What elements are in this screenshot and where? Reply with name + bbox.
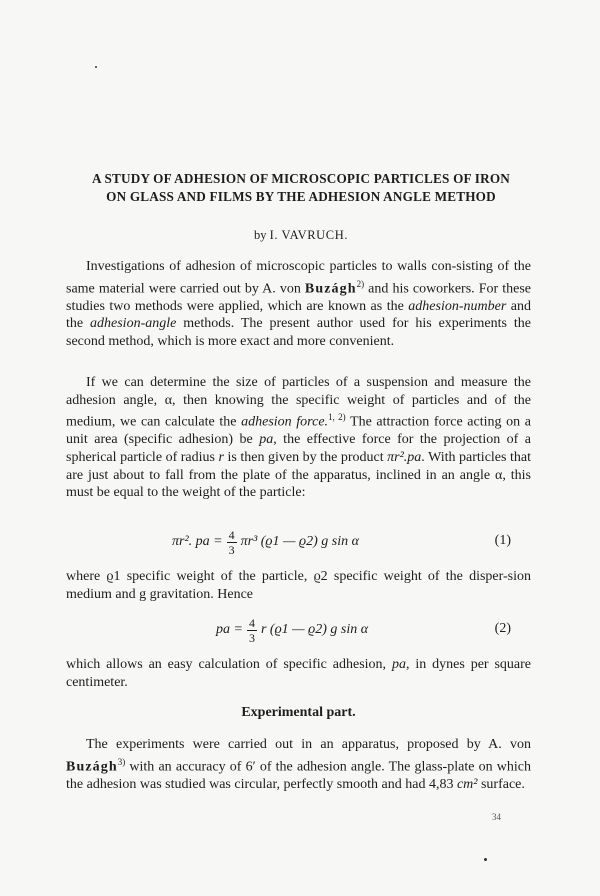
eq1-denominator: 3 xyxy=(228,542,235,557)
author-name: I. VAVRUCH. xyxy=(269,228,349,242)
p2-product: πr².pa xyxy=(387,450,422,466)
p5-text-b: with an accuracy of 6′ of the adhesion angle. The glass-plate on which the adhesion was studied was circular, perfectly smooth and had 4,83 xyxy=(66,759,531,792)
p5-author-ref: Buzágh xyxy=(66,759,118,775)
p5-unit: cm² xyxy=(456,776,478,792)
p1-emph-2: adhesion-angle xyxy=(90,316,177,332)
paper-title xyxy=(62,170,540,206)
page-number: 34 xyxy=(492,812,501,822)
p2-emph: adhesion force. xyxy=(241,414,329,430)
p2-text-e: . With particles that are just about to fall from the plate of the apparatus, inclined in an angle α, this must be equal to the weight of the particle: xyxy=(66,450,531,501)
author-line xyxy=(62,228,540,243)
p5-text-a: The experiments were carried out in an apparatus, proposed by A. von xyxy=(86,737,531,752)
p1-text-b: and his coworkers. For these studies two methods were applied, which are known as the xyxy=(66,281,531,314)
eq2-numerator: 4 xyxy=(248,615,255,630)
p1-text-d: methods. The present author used for his experiments the second method, which is more exact and more convenient. xyxy=(66,316,531,350)
eq1-fraction xyxy=(227,528,237,557)
p2-citation: 1, 2) xyxy=(328,412,346,423)
scan-speck xyxy=(95,66,97,68)
section-heading: Experimental part. xyxy=(241,705,356,720)
p2-text-c: , the effective force for the projection of a spherical particle of radius xyxy=(66,432,532,466)
p5-citation: 3) xyxy=(117,756,126,767)
paragraph-3 xyxy=(66,568,531,603)
p1-citation: 2) xyxy=(356,278,365,289)
p1-author-ref: Buzágh xyxy=(304,281,357,297)
author-prefix: by xyxy=(253,228,267,242)
paragraph-5 xyxy=(66,736,531,793)
eq2-number: (2) xyxy=(494,621,511,636)
p5-text-c: surface. xyxy=(477,776,525,792)
p3-text: where ϱ1 specific weight of the particle, ϱ2 specific weight of the disper-sion medium and g gravitation. Hence xyxy=(66,569,531,602)
eq1-rhs: πr³ (ϱ1 — ϱ2) g sin α xyxy=(240,534,359,549)
title-line-1: A STUDY OF ADHESION OF MICROSCOPIC PARTICLES OF IRON xyxy=(91,171,511,186)
eq2-rhs: r (ϱ1 — ϱ2) g sin α xyxy=(260,622,369,637)
eq2-denominator: 3 xyxy=(248,630,255,645)
eq1-lhs: πr². pa = xyxy=(172,534,223,549)
p2-text-b: The attraction force acting on a unit area (specific adhesion) be xyxy=(66,414,531,448)
p2-symbol-pa: pa xyxy=(259,432,274,448)
eq1-number: (1) xyxy=(494,533,511,548)
paragraph-1 xyxy=(66,258,531,351)
p1-text-a: Investigations of adhesion of microscopic particles to walls con-sisting of the same material were carried out by A. von xyxy=(66,259,531,297)
p4-symbol-pa: pa xyxy=(391,657,406,672)
p2-symbol-r: r xyxy=(218,450,224,466)
p4-text-a: which allows an easy calculation of specific adhesion, xyxy=(66,657,392,672)
scan-speck xyxy=(484,858,487,861)
p4-text-b: , in dynes per square centimeter. xyxy=(66,657,532,690)
equation-2 xyxy=(66,610,531,650)
eq1-numerator: 4 xyxy=(228,527,235,542)
p2-text-a: If we can determine the size of particles of a suspension and measure the adhesion angle, α, then knowing the specific weight of particles and of the medium, we can calculate the xyxy=(66,375,531,430)
p2-text-d: is then given by the product xyxy=(223,450,388,466)
paragraph-4 xyxy=(66,656,531,691)
equation-1 xyxy=(66,522,531,562)
p1-text-c: and the xyxy=(66,298,531,332)
p1-emph-1: adhesion-number xyxy=(408,298,507,314)
eq2-fraction xyxy=(247,616,257,645)
eq2-lhs: pa = xyxy=(216,622,243,637)
paragraph-2 xyxy=(66,374,531,502)
title-line-2: ON GLASS AND FILMS BY THE ADHESION ANGLE METHOD xyxy=(106,189,496,204)
